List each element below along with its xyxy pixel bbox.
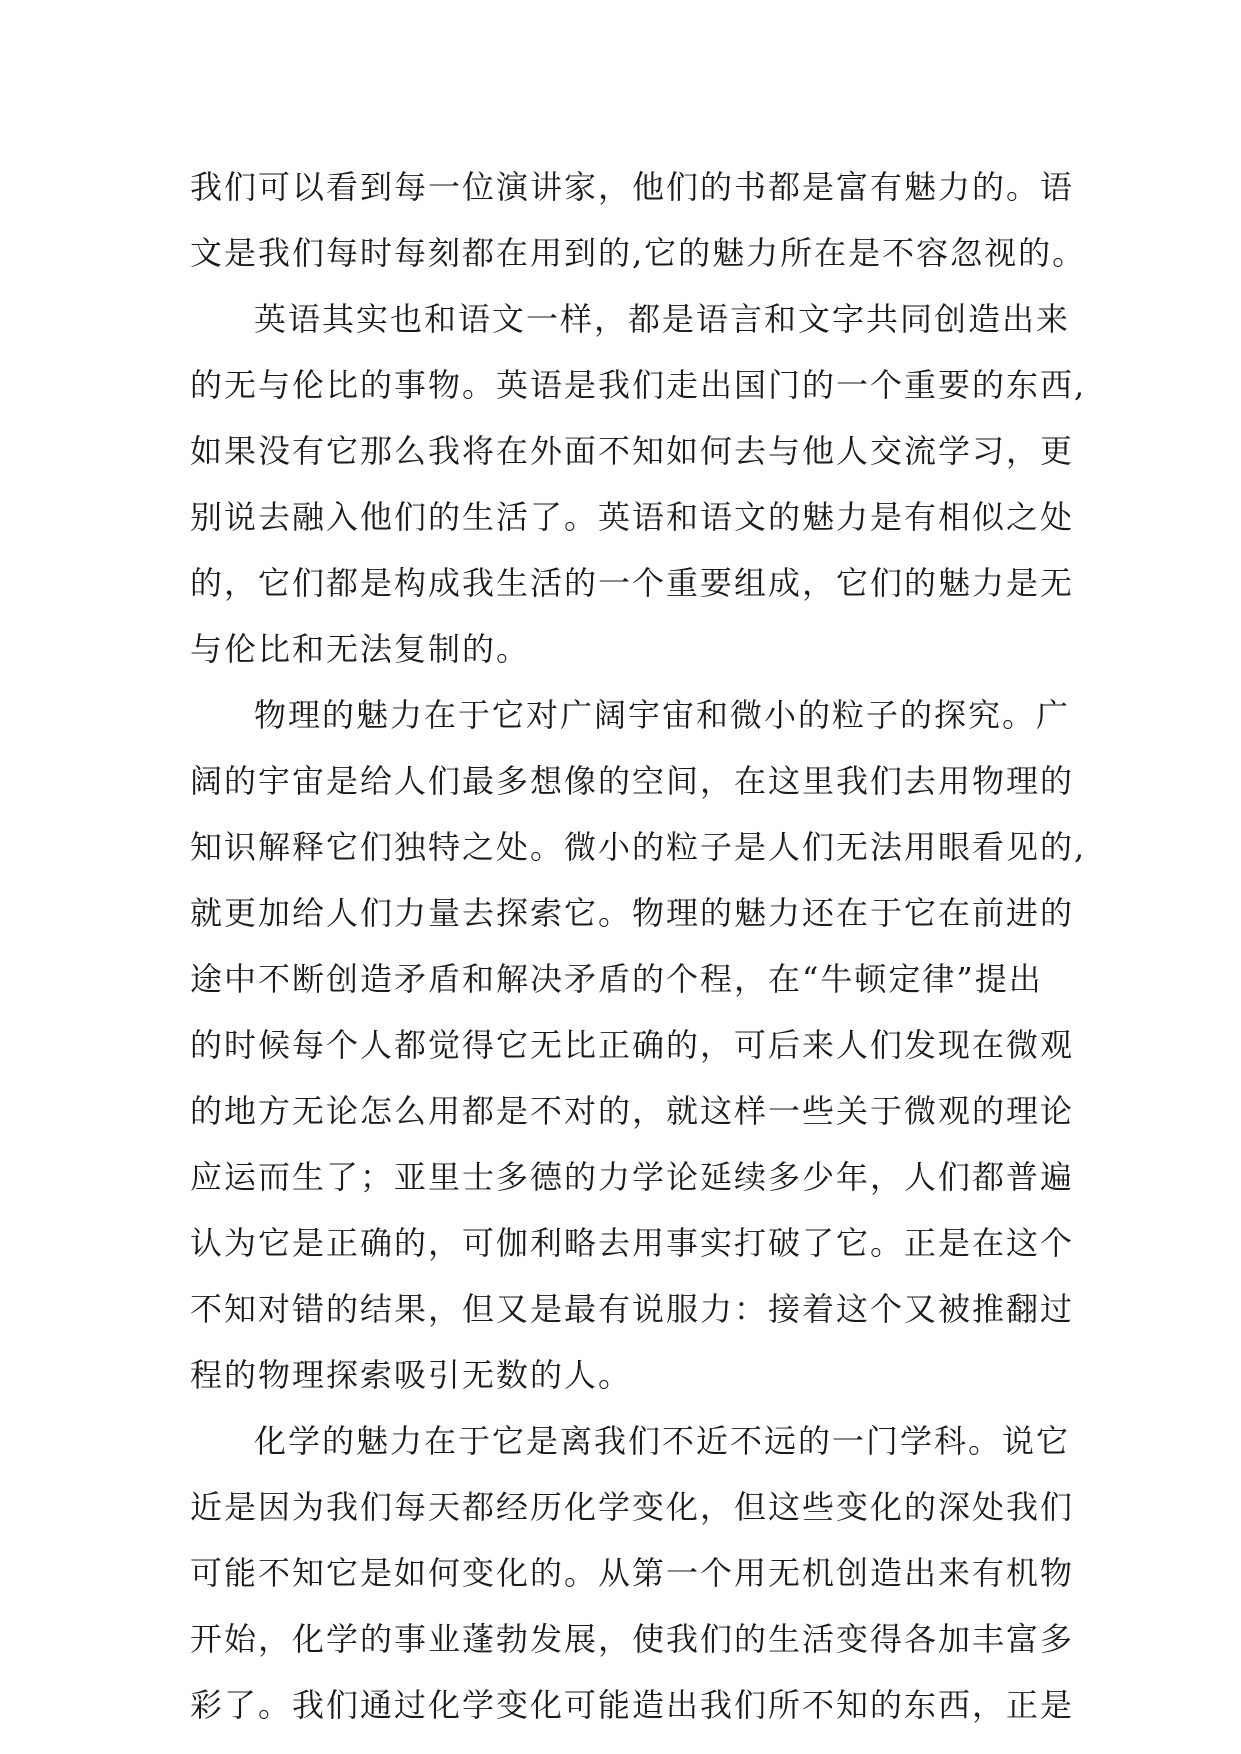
text-line: 文是我们每时每刻都在用到的,它的魅力所在是不容忽视的。 bbox=[190, 234, 1087, 272]
text-line: 开始，化学的事业蓬勃发展，使我们的生活变得各加丰富多 bbox=[190, 1620, 1075, 1658]
text-line: 可能不知它是如何变化的。从第一个用无机创造出来有机物 bbox=[190, 1554, 1075, 1592]
text-line: 英语其实也和语文一样，都是语言和文字共同创造出来 bbox=[254, 300, 1071, 338]
text-line: 的地方无论怎么用都是不对的，就这样一些关于微观的理论 bbox=[190, 1092, 1075, 1130]
text-line: 应运而生了；亚里士多德的力学论延续多少年，人们都普遍 bbox=[190, 1158, 1075, 1196]
text-line: 物理的魅力在于它对广阔宇宙和微小的粒子的探究。广 bbox=[254, 696, 1071, 734]
text-line: 的无与伦比的事物。英语是我们走出国门的一个重要的东西, bbox=[190, 366, 1087, 404]
text-line: 彩了。我们通过化学变化可能造出我们所不知的东西，正是 bbox=[190, 1686, 1075, 1724]
text-line: 认为它是正确的，可伽利略去用事实打破了它。正是在这个 bbox=[190, 1224, 1075, 1262]
text-line: 与伦比和无法复制的。 bbox=[190, 630, 531, 668]
text-line: 程的物理探索吸引无数的人。 bbox=[190, 1356, 633, 1394]
text-line: 知识解释它们独特之处。微小的粒子是人们无法用眼看见的, bbox=[190, 828, 1087, 866]
text-line: 化学的魅力在于它是离我们不近不远的一门学科。说它 bbox=[254, 1422, 1071, 1460]
text-line: 别说去融入他们的生活了。英语和语文的魅力是有相似之处 bbox=[190, 498, 1075, 536]
text-line: 阔的宇宙是给人们最多想像的空间，在这里我们去用物理的 bbox=[190, 762, 1075, 800]
text-line: 的时候每个人都觉得它无比正确的，可后来人们发现在微观 bbox=[190, 1026, 1075, 1064]
text-line: 途中不断创造矛盾和解决矛盾的个程，在“牛顿定律”提出 bbox=[190, 960, 1043, 998]
text-line: 就更加给人们力量去探索它。物理的魅力还在于它在前进的 bbox=[190, 894, 1075, 932]
text-line: 的，它们都是构成我生活的一个重要组成，它们的魅力是无 bbox=[190, 564, 1075, 602]
text-line: 不知对错的结果，但又是最有说服力：接着这个又被推翻过 bbox=[190, 1290, 1075, 1328]
document-body bbox=[190, 154, 1090, 1738]
text-line: 我们可以看到每一位演讲家，他们的书都是富有魅力的。语 bbox=[190, 168, 1075, 206]
text-line: 如果没有它那么我将在外面不知如何去与他人交流学习，更 bbox=[190, 432, 1075, 470]
text-line: 近是因为我们每天都经历化学变化，但这些变化的深处我们 bbox=[190, 1488, 1075, 1526]
